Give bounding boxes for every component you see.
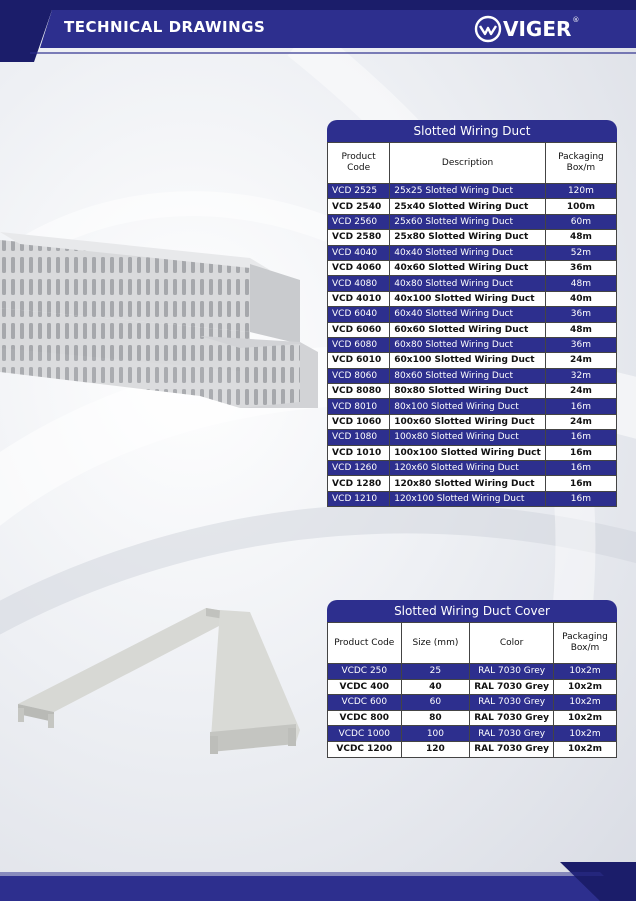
cell-description: 60x80 Slotted Wiring Duct bbox=[390, 337, 546, 352]
cell-description: 100x60 Slotted Wiring Duct bbox=[390, 414, 546, 429]
header-banner bbox=[0, 0, 636, 62]
cell-code: VCD 4040 bbox=[328, 245, 390, 260]
table-row bbox=[328, 245, 617, 260]
cell-color: RAL 7030 Grey bbox=[470, 726, 554, 742]
table-row bbox=[328, 430, 617, 445]
logo-registered-mark: ® bbox=[572, 16, 580, 24]
cell-description: 60x40 Slotted Wiring Duct bbox=[390, 307, 546, 322]
cell-description: 40x40 Slotted Wiring Duct bbox=[390, 245, 546, 260]
cell-code: VCD 6010 bbox=[328, 353, 390, 368]
table-row bbox=[328, 679, 617, 695]
cell-color: RAL 7030 Grey bbox=[470, 741, 554, 757]
cell-packaging: 48m bbox=[545, 230, 616, 245]
duct-table-grid bbox=[327, 142, 617, 507]
table-row bbox=[328, 414, 617, 429]
cell-packaging: 48m bbox=[545, 322, 616, 337]
cell-description: 60x60 Slotted Wiring Duct bbox=[390, 322, 546, 337]
cover-table-grid bbox=[327, 622, 617, 758]
cell-code: VCD 6080 bbox=[328, 337, 390, 352]
cell-code: VCD 4080 bbox=[328, 276, 390, 291]
table-row bbox=[328, 230, 617, 245]
cell-color: RAL 7030 Grey bbox=[470, 695, 554, 711]
cell-packaging: 16m bbox=[545, 399, 616, 414]
table-row bbox=[328, 184, 617, 199]
cell-description: 25x60 Slotted Wiring Duct bbox=[390, 214, 546, 229]
cell-size: 80 bbox=[401, 710, 470, 726]
footer-band bbox=[0, 862, 636, 901]
cell-description: 120x100 Slotted Wiring Duct bbox=[390, 491, 546, 506]
table-row bbox=[328, 741, 617, 757]
cell-description: 100x80 Slotted Wiring Duct bbox=[390, 430, 546, 445]
cover-table-title: Slotted Wiring Duct Cover bbox=[327, 600, 617, 622]
cell-description: 80x80 Slotted Wiring Duct bbox=[390, 384, 546, 399]
cell-size: 120 bbox=[401, 741, 470, 757]
table-row bbox=[328, 337, 617, 352]
duct-cover-table bbox=[327, 600, 617, 758]
cell-size: 60 bbox=[401, 695, 470, 711]
table-row bbox=[328, 476, 617, 491]
cell-packaging: 16m bbox=[545, 476, 616, 491]
slotted-duct-table bbox=[327, 120, 617, 507]
header-size: Size (mm) bbox=[401, 623, 470, 664]
cell-packaging: 16m bbox=[545, 491, 616, 506]
cell-code: VCD 2560 bbox=[328, 214, 390, 229]
table-row bbox=[328, 307, 617, 322]
cell-description: 60x100 Slotted Wiring Duct bbox=[390, 353, 546, 368]
cell-code: VCD 6040 bbox=[328, 307, 390, 322]
table-row bbox=[328, 664, 617, 680]
page-title: TECHNICAL DRAWINGS bbox=[64, 18, 266, 36]
cell-description: 40x80 Slotted Wiring Duct bbox=[390, 276, 546, 291]
table-row bbox=[328, 695, 617, 711]
cell-code: VCDC 1200 bbox=[328, 741, 402, 757]
cell-packaging: 10x2m bbox=[553, 726, 616, 742]
cell-color: RAL 7030 Grey bbox=[470, 679, 554, 695]
cell-code: VCD 2540 bbox=[328, 199, 390, 214]
cell-packaging: 10x2m bbox=[553, 664, 616, 680]
table-row bbox=[328, 710, 617, 726]
cell-packaging: 60m bbox=[545, 214, 616, 229]
logo-text: VIGER bbox=[503, 17, 572, 41]
slotted-duct-image bbox=[0, 232, 318, 412]
cell-code: VCDC 1000 bbox=[328, 726, 402, 742]
table-row bbox=[328, 726, 617, 742]
cell-code: VCD 8010 bbox=[328, 399, 390, 414]
cell-packaging: 52m bbox=[545, 245, 616, 260]
cell-code: VCD 8080 bbox=[328, 384, 390, 399]
cell-description: 80x60 Slotted Wiring Duct bbox=[390, 368, 546, 383]
duct-cover-image bbox=[10, 604, 310, 760]
cell-packaging: 24m bbox=[545, 414, 616, 429]
cell-packaging: 100m bbox=[545, 199, 616, 214]
cell-code: VCD 1260 bbox=[328, 461, 390, 476]
cell-description: 80x100 Slotted Wiring Duct bbox=[390, 399, 546, 414]
cell-packaging: 16m bbox=[545, 461, 616, 476]
cell-size: 25 bbox=[401, 664, 470, 680]
cell-description: 120x60 Slotted Wiring Duct bbox=[390, 461, 546, 476]
header-color: Color bbox=[470, 623, 554, 664]
cell-code: VCD 1010 bbox=[328, 445, 390, 460]
table-row bbox=[328, 445, 617, 460]
header-packaging: Packaging Box/m bbox=[545, 143, 616, 184]
cell-description: 40x60 Slotted Wiring Duct bbox=[390, 260, 546, 275]
table-row bbox=[328, 214, 617, 229]
cell-code: VCD 2580 bbox=[328, 230, 390, 245]
cell-code: VCD 4010 bbox=[328, 291, 390, 306]
cell-packaging: 24m bbox=[545, 353, 616, 368]
table-row bbox=[328, 461, 617, 476]
cell-packaging: 24m bbox=[545, 384, 616, 399]
cell-code: VCD 2525 bbox=[328, 184, 390, 199]
cell-code: VCD 4060 bbox=[328, 260, 390, 275]
cell-size: 100 bbox=[401, 726, 470, 742]
cell-packaging: 36m bbox=[545, 307, 616, 322]
cell-packaging: 10x2m bbox=[553, 710, 616, 726]
cell-packaging: 32m bbox=[545, 368, 616, 383]
table-row bbox=[328, 368, 617, 383]
cell-packaging: 40m bbox=[545, 291, 616, 306]
cell-packaging: 10x2m bbox=[553, 741, 616, 757]
table-row bbox=[328, 322, 617, 337]
cell-description: 40x100 Slotted Wiring Duct bbox=[390, 291, 546, 306]
cell-code: VCD 1080 bbox=[328, 430, 390, 445]
cell-packaging: 16m bbox=[545, 445, 616, 460]
cell-code: VCD 1210 bbox=[328, 491, 390, 506]
cell-code: VCDC 800 bbox=[328, 710, 402, 726]
cell-description: 120x80 Slotted Wiring Duct bbox=[390, 476, 546, 491]
duct-table-header-row bbox=[328, 143, 617, 184]
cell-code: VCDC 250 bbox=[328, 664, 402, 680]
table-row bbox=[328, 491, 617, 506]
table-row bbox=[328, 353, 617, 368]
header-product-code: Product Code bbox=[328, 623, 402, 664]
table-row bbox=[328, 399, 617, 414]
cover-table-header-row bbox=[328, 623, 617, 664]
cell-description: 100x100 Slotted Wiring Duct bbox=[390, 445, 546, 460]
cell-packaging: 16m bbox=[545, 430, 616, 445]
viger-logo-icon bbox=[474, 15, 502, 43]
duct-table-title: Slotted Wiring Duct bbox=[327, 120, 617, 142]
cell-packaging: 36m bbox=[545, 260, 616, 275]
table-row bbox=[328, 384, 617, 399]
header-product-code: Product Code bbox=[328, 143, 390, 184]
cell-packaging: 10x2m bbox=[553, 679, 616, 695]
cell-description: 25x25 Slotted Wiring Duct bbox=[390, 184, 546, 199]
cell-packaging: 36m bbox=[545, 337, 616, 352]
table-row bbox=[328, 291, 617, 306]
cell-code: VCD 1060 bbox=[328, 414, 390, 429]
cell-code: VCDC 400 bbox=[328, 679, 402, 695]
cell-code: VCDC 600 bbox=[328, 695, 402, 711]
cell-code: VCD 6060 bbox=[328, 322, 390, 337]
header-packaging: Packaging Box/m bbox=[553, 623, 616, 664]
cell-code: VCD 1280 bbox=[328, 476, 390, 491]
cell-description: 25x40 Slotted Wiring Duct bbox=[390, 199, 546, 214]
viger-logo bbox=[474, 14, 579, 44]
cell-packaging: 48m bbox=[545, 276, 616, 291]
table-row bbox=[328, 276, 617, 291]
cell-packaging: 120m bbox=[545, 184, 616, 199]
cell-code: VCD 8060 bbox=[328, 368, 390, 383]
cell-color: RAL 7030 Grey bbox=[470, 710, 554, 726]
cell-size: 40 bbox=[401, 679, 470, 695]
table-row bbox=[328, 199, 617, 214]
cell-color: RAL 7030 Grey bbox=[470, 664, 554, 680]
table-row bbox=[328, 260, 617, 275]
cell-packaging: 10x2m bbox=[553, 695, 616, 711]
cell-description: 25x80 Slotted Wiring Duct bbox=[390, 230, 546, 245]
header-description: Description bbox=[390, 143, 546, 184]
